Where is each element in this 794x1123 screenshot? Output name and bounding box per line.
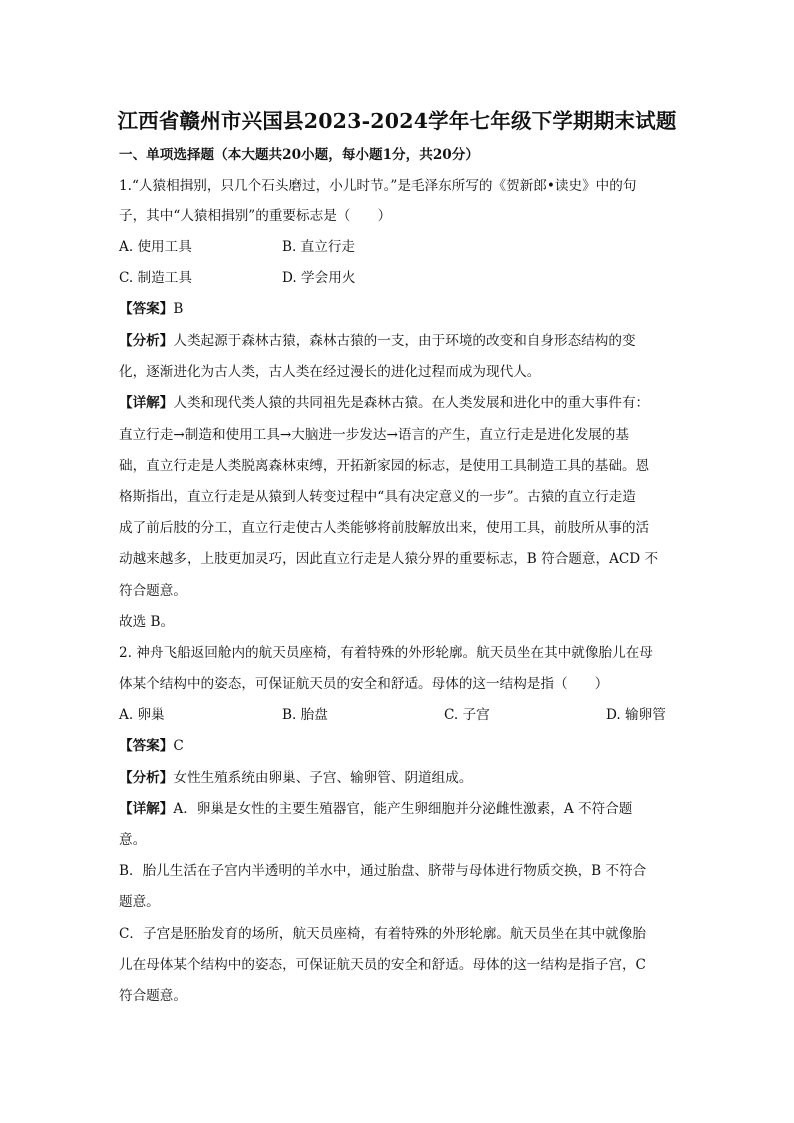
answer-value: B bbox=[173, 301, 184, 317]
q2-option-b: B. 胎盘 bbox=[282, 707, 328, 723]
q1-option-d: D. 学会用火 bbox=[282, 270, 356, 286]
q1-detail-line-4: 格斯指出，直立行走是从猿到人转变过程中“具有决定意义的一步”。古猿的直立行走造 bbox=[119, 489, 636, 505]
detail-tag: 【详解】 bbox=[119, 801, 174, 817]
section-heading: 一、单项选择题（本大题共20小题，每小题1分，共20分） bbox=[119, 147, 479, 163]
q1-conclusion: 故选 B。 bbox=[119, 614, 175, 630]
analysis-tag: 【分析】 bbox=[119, 770, 174, 786]
q1-detail-line-1 bbox=[119, 394, 649, 412]
q1-stem-line-1: 1.“人猿相揖别，只几个石头磨过，小儿时节。”是毛泽东所写的《贺新郎•读史》中的句 bbox=[119, 178, 637, 194]
q2-answer bbox=[119, 737, 184, 755]
q2-option-c: C. 子宫 bbox=[444, 707, 490, 723]
analysis-tag: 【分析】 bbox=[119, 333, 174, 349]
q1-stem-line-2: 子，其中“人猿相揖别”的重要标志是（ ） bbox=[119, 208, 392, 224]
analysis-text: 女性生殖系统由卵巢、子宫、输卵管、阴道组成。 bbox=[173, 770, 473, 786]
q2-stem-line-2: 体某个结构中的姿态，可保证航天员的安全和舒适。母体的这一结构是指（ ） bbox=[119, 676, 609, 692]
q1-option-a: A. 使用工具 bbox=[119, 239, 192, 255]
q1-detail-line-3: 础，直立行走是人类脱离森林束缚，开拓新家园的标志，是使用工具制造工具的基础。恩 bbox=[119, 458, 650, 474]
q1-detail-line-2: 直立行走→制造和使用工具→大脑进一步发达→语言的产生，直立行走是进化发展的基 bbox=[119, 427, 629, 443]
answer-tag: 【答案】 bbox=[119, 738, 174, 754]
q1-option-c: C. 制造工具 bbox=[119, 270, 192, 286]
detail-text: 人类和现代类人猿的共同祖先是森林古猿。在人类发展和进化中的重大事件有： bbox=[173, 395, 650, 411]
answer-value: C bbox=[173, 738, 184, 754]
q1-option-b: B. 直立行走 bbox=[282, 239, 356, 255]
detail-tag: 【详解】 bbox=[119, 395, 174, 411]
q2-analysis-line-1 bbox=[119, 769, 472, 787]
q2-option-a: A. 卵巢 bbox=[119, 707, 165, 723]
q2-detail-line-3: B．胎儿生活在子宫内半透明的羊水中，通过胎盘、脐带与母体进行物质交换，B 不符合 bbox=[119, 863, 647, 879]
answer-tag: 【答案】 bbox=[119, 301, 174, 317]
q1-analysis-line-2: 化，逐渐进化为古人类，古人类在经过漫长的进化过程而成为现代人。 bbox=[119, 364, 541, 380]
analysis-text: 人类起源于森林古猿，森林古猿的一支，由于环境的改变和自身形态结构的变 bbox=[173, 333, 636, 349]
q1-detail-line-7: 符合题意。 bbox=[119, 583, 187, 599]
q2-option-d: D. 输卵管 bbox=[606, 707, 666, 723]
q2-detail-line-7: 符合题意。 bbox=[119, 988, 187, 1004]
q1-analysis-line-1 bbox=[119, 332, 636, 350]
q1-detail-line-5: 成了前后肢的分工，直立行走使古人类能够将前肢解放出来，使用工具，前肢所从事的活 bbox=[119, 520, 650, 536]
q2-detail-line-1 bbox=[119, 800, 632, 818]
q2-detail-line-6: 儿在母体某个结构中的姿态，可保证航天员的安全和舒适。母体的这一结构是指子宫，C bbox=[119, 957, 646, 973]
detail-text: A．卵巢是女性的主要生殖器官，能产生卵细胞并分泌雌性激素，A 不符合题 bbox=[173, 801, 633, 817]
q1-detail-line-6: 动越来越多，上肢更加灵巧，因此直立行走是人猿分界的重要标志，B 符合题意，ACD 不 bbox=[119, 551, 659, 567]
page-title: 江西省赣州市兴国县2023-2024学年七年级下学期期末试题 bbox=[117, 109, 677, 133]
q1-answer bbox=[119, 300, 183, 318]
q2-stem-line-1: 2. 神舟飞船返回舱内的航天员座椅，有着特殊的外形轮廓。航天员坐在其中就像胎儿在母 bbox=[119, 645, 653, 661]
q2-detail-line-5: C．子宫是胚胎发育的场所，航天员座椅，有着特殊的外形轮廓。航天员坐在其中就像胎 bbox=[119, 926, 646, 942]
q2-detail-line-2: 意。 bbox=[119, 832, 147, 848]
q2-detail-line-4: 题意。 bbox=[119, 894, 160, 910]
